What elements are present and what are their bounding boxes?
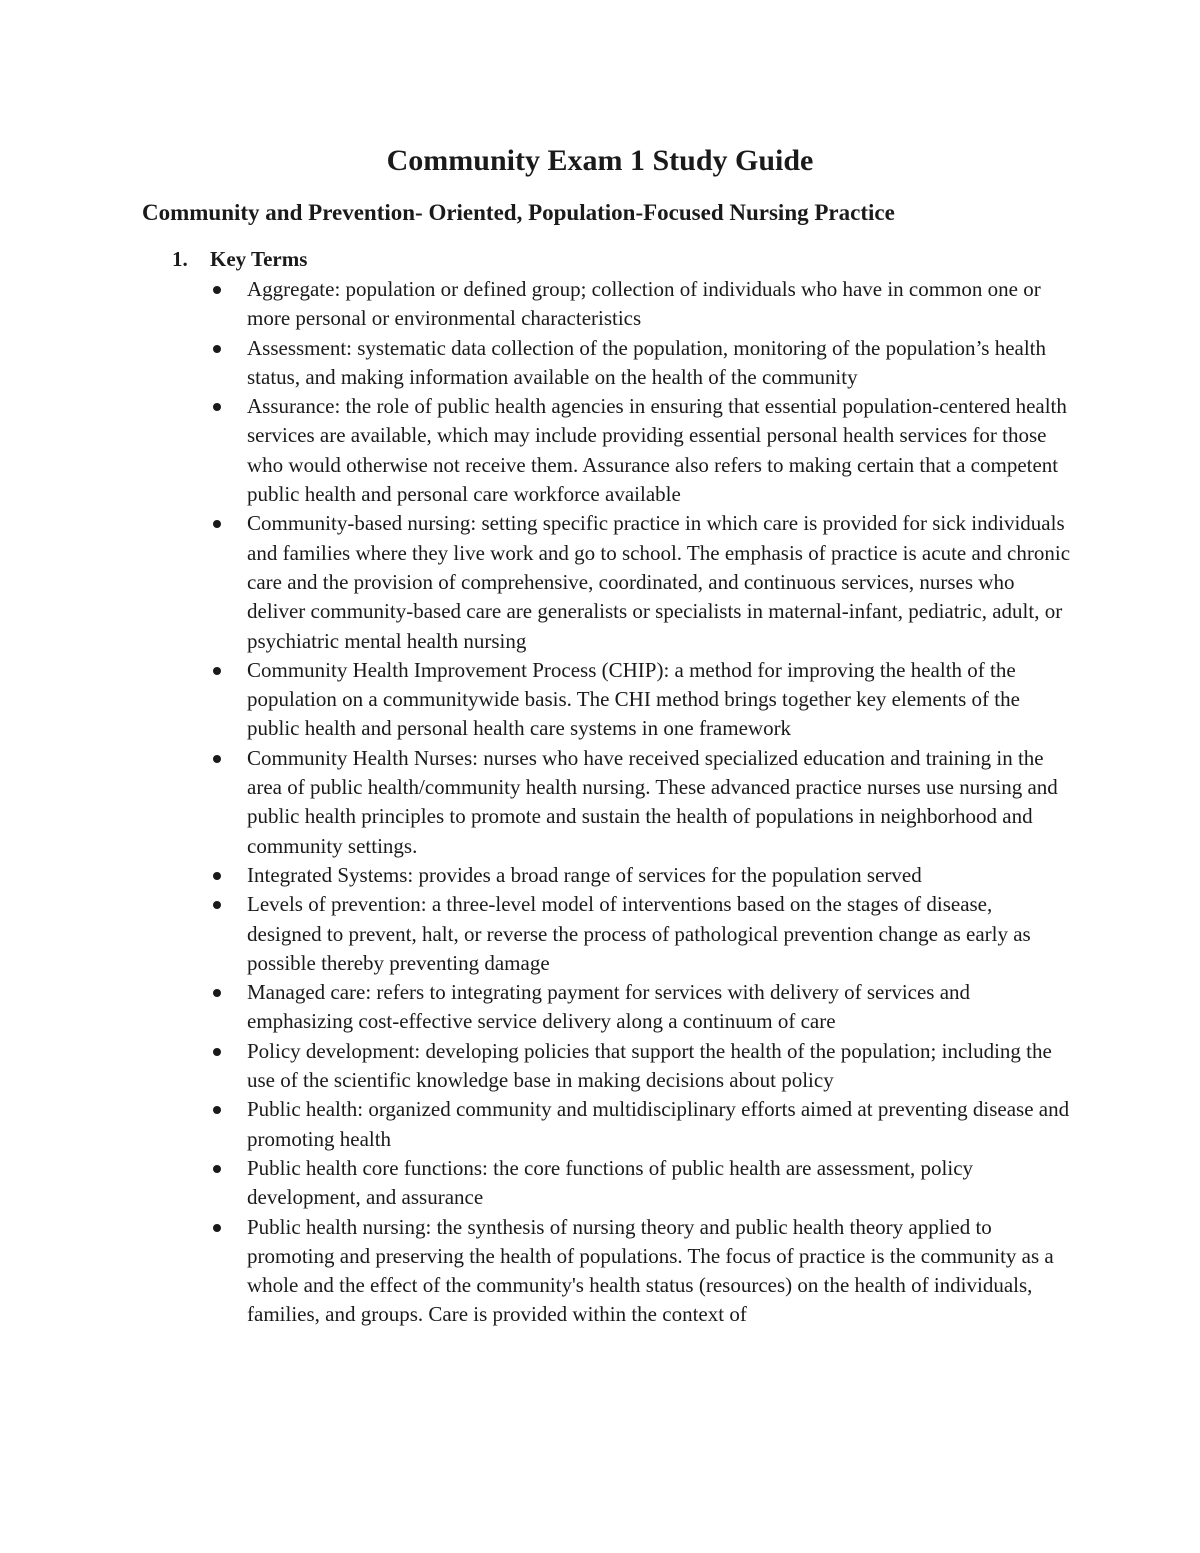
list-item xyxy=(210,656,1070,744)
term-text: Integrated Systems: provides a broad range of services for the population served xyxy=(247,862,922,887)
list-item xyxy=(210,1213,1070,1330)
list-item xyxy=(210,1095,1070,1154)
list-item xyxy=(210,392,1070,509)
bullet-icon xyxy=(213,1165,221,1173)
bullet-icon xyxy=(213,1106,221,1114)
list-item xyxy=(210,978,1070,1037)
list-item xyxy=(210,1037,1070,1096)
term-text: Assurance: the role of public health agencies in ensuring that essential population-centered health services are available, which may include providing essential personal health services for those who would otherwise not receive them. Assurance also refers to making certain that a competent public health and personal care workforce available xyxy=(247,394,1067,507)
bullet-icon xyxy=(213,1224,221,1232)
list-number: 1. xyxy=(172,247,188,271)
bullet-icon xyxy=(213,286,221,294)
bullet-icon xyxy=(213,755,221,763)
bullet-icon xyxy=(213,901,221,909)
term-text: Community Health Improvement Process (CHIP): a method for improving the health of the population on a communitywide basis. The CHI method brings together key elements of the public health and personal health care systems in one framework xyxy=(247,657,1020,741)
term-text: Assessment: systematic data collection of the population, monitoring of the population’s health status, and making information available on the health of the community xyxy=(247,335,1047,389)
term-text: Aggregate: population or defined group; collection of individuals who have in common one or more personal or environmental characteristics xyxy=(247,277,1041,331)
bullet-icon xyxy=(213,520,221,528)
section-heading: Community and Prevention- Oriented, Population-Focused Nursing Practice xyxy=(142,200,895,225)
bullet-icon xyxy=(213,667,221,675)
key-terms-list xyxy=(210,275,1070,1330)
key-terms-heading xyxy=(172,245,307,274)
term-text: Community-based nursing: setting specific practice in which care is provided for sick individuals and families where they live work and go to school. The emphasis of practice is acute and chronic care and the provision of comprehensive, coordinated, and continuous services, nurses who deliver community-based care are generalists or specialists in maternal-infant, pediatric, adult, or psychiatric mental health nursing xyxy=(247,511,1071,653)
term-text: Public health nursing: the synthesis of nursing theory and public health theory applied to promoting and preserving the health of populations. The focus of practice is the community as a whole and the effect of the community's health status (resources) on the health of individuals, families, and groups. Care is provided within the context of xyxy=(247,1214,1054,1327)
bullet-icon xyxy=(213,403,221,411)
term-text: Policy development: developing policies that support the health of the population; including the use of the scientific knowledge base in making decisions about policy xyxy=(247,1038,1052,1093)
list-item xyxy=(210,334,1070,393)
term-text: Community Health Nurses: nurses who have received specialized education and training in the area of public health/community health nursing. These advanced practice nurses use nursing and public health principles to promote and sustain the health of populations in neighborhood and community settings. xyxy=(247,745,1058,858)
term-text: Public health: organized community and multidisciplinary efforts aimed at preventing disease and promoting health xyxy=(247,1097,1070,1151)
term-text: Public health core functions: the core functions of public health are assessment, policy development, and assurance xyxy=(247,1155,974,1210)
bullet-icon xyxy=(213,345,221,353)
list-heading-label: Key Terms xyxy=(210,247,308,271)
list-item xyxy=(210,890,1070,978)
term-text: Managed care: refers to integrating payment for services with delivery of services and emphasizing cost-effective service delivery along a continuum of care xyxy=(247,980,971,1034)
bullet-icon xyxy=(213,1048,221,1056)
list-item xyxy=(210,509,1070,655)
list-item xyxy=(210,1154,1070,1213)
list-item xyxy=(210,861,1070,890)
term-text: Levels of prevention: a three-level model of interventions based on the stages of disease, designed to prevent, halt, or reverse the process of pathological prevention change as early as possible thereby preventing damage xyxy=(247,892,1031,975)
list-item xyxy=(210,744,1070,861)
document-title: Community Exam 1 Study Guide xyxy=(386,144,814,177)
bullet-icon xyxy=(213,872,221,880)
bullet-icon xyxy=(213,989,221,997)
list-item xyxy=(210,275,1070,334)
